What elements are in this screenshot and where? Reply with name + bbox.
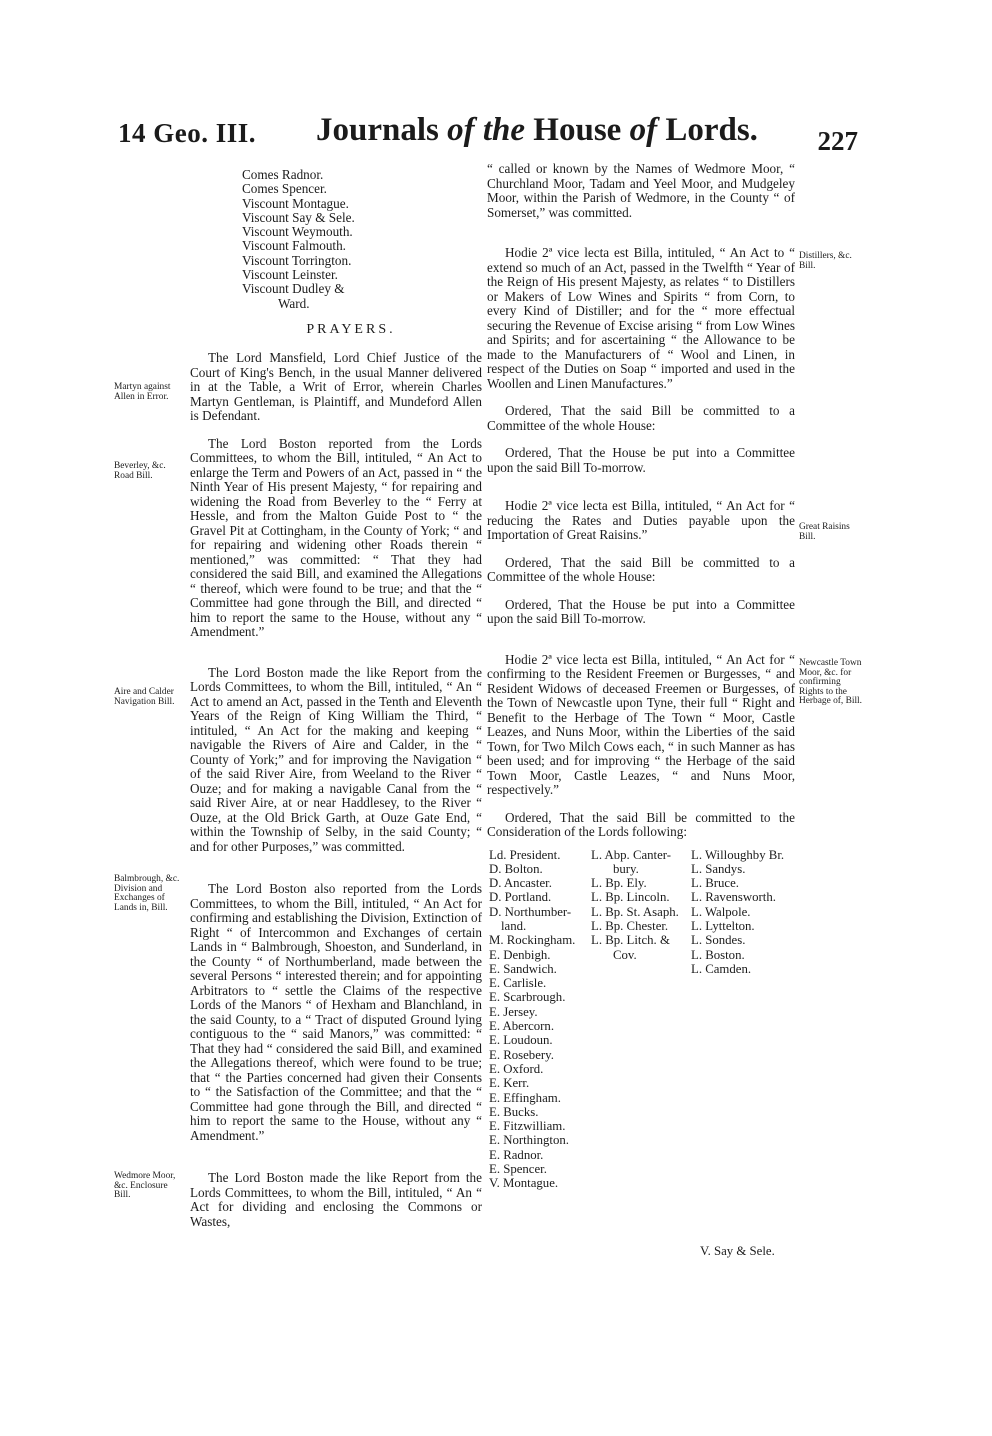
paragraph-wedmore-report: The Lord Boston made the like Report from the Lords Committees, to whom the Bill, intituled, “ An “ Act for dividing and enclosing the Commons or Wastes, xyxy=(190,1170,482,1229)
lord-name: L. Boston. xyxy=(691,947,745,962)
order-commit-raisins: Ordered, That the said Bill be committed to a Committee of the whole House: xyxy=(487,554,795,584)
lord-name: L. Bp. Litch. & xyxy=(591,933,670,948)
paragraph-wedmore-continued: “ called or known by the Names of Wedmore Moor, “ Churchland Moor, Tadam and Yeel Moor, and Mudgeley Moor, within the Parish of Wedmore, in the County “ of Somerset,” was committed. xyxy=(487,161,795,220)
name-line: Viscount Falmouth. xyxy=(242,238,346,254)
lord-name: L. Lyttelton. xyxy=(691,918,755,933)
lord-name: E. Carlisle. xyxy=(489,976,547,991)
name-line: Comes Spencer. xyxy=(242,181,327,197)
title-house: House xyxy=(533,112,622,148)
title-lords: Lords. xyxy=(665,112,758,148)
name-line: Viscount Leinster. xyxy=(242,267,338,283)
margin-note-beverley: Beverley, &c. Road Bill. xyxy=(114,461,166,481)
lord-name: L. Abp. Canter- xyxy=(591,847,672,862)
lord-name: L. Bruce. xyxy=(691,876,739,891)
lord-name: E. Abercorn. xyxy=(489,1019,555,1034)
lords-column-2 xyxy=(591,848,679,962)
title-of-the: of the xyxy=(447,112,526,148)
lord-name: E. Sandwich. xyxy=(489,961,557,976)
journal-title xyxy=(316,112,758,149)
lord-name: L. Camden. xyxy=(691,961,752,976)
page-number: 227 xyxy=(817,126,858,156)
name-line: Viscount Montague. xyxy=(242,195,349,211)
margin-note-aire-calder: Aire and Calder Navigation Bill. xyxy=(114,687,175,707)
lord-name: D. Ancaster. xyxy=(489,876,552,891)
margin-note-newcastle: Newcastle Town Moor, &c. for confirming Rights to the Herbage of, Bill. xyxy=(799,658,863,707)
name-line: Viscount Dudley & xyxy=(242,281,345,297)
lord-name: E. Effingham. xyxy=(489,1090,561,1105)
committee-lords-list xyxy=(487,847,795,1191)
lord-name: E. Spencer. xyxy=(489,1162,547,1177)
lord-name: land. xyxy=(501,918,527,933)
name-line: Comes Radnor. xyxy=(242,167,324,182)
lord-name: L. Bp. Chester. xyxy=(591,918,669,933)
lord-name: Ld. President. xyxy=(489,847,561,862)
lord-name: E. Radnor. xyxy=(489,1147,544,1162)
lord-name: E. Scarbrough. xyxy=(489,990,566,1005)
lords-column-1 xyxy=(489,848,575,1191)
paragraph-newcastle-bill: Hodie 2ª vice lecta est Billa, intituled, “ An Act for “ confirming to the Resident Freemen or Burgesses, “ and Resident Widows of deceased Freemen or Burgesses, of the Town of Newcastle upon Tyne, their full “ Right and Benefit to the Herbage of The Town “ Moor, Castle Leazes, and Nuns Moor, within the Liberties of the said Town, for Two Milch Cows each, “ in such Manner as has been used; and for improving “ the Herbage of the said Town Moor, Castle Leazes, “ and Nuns Moor, respectively.” xyxy=(487,651,795,797)
name-line: Viscount Torrington. xyxy=(242,252,352,268)
order-committee-distillers: Ordered, That the House be put into a Committee upon the said Bill To-morrow. xyxy=(487,445,795,475)
lord-name: E. Northington. xyxy=(489,1133,569,1148)
margin-note-wedmore: Wedmore Moor, &c. Enclosure Bill. xyxy=(114,1171,176,1201)
attendance-names xyxy=(242,168,482,311)
lord-name: E. Loudoun. xyxy=(489,1033,553,1048)
title-of: of xyxy=(629,112,658,148)
lord-name: L. Bp. St. Asaph. xyxy=(591,904,679,919)
left-column xyxy=(190,168,482,1229)
lord-name: E. Bucks. xyxy=(489,1104,539,1119)
paragraph-writ-of-error: The Lord Mansfield, Lord Chief Justice of the Court of King's Bench, in the usual Manner delivered in at the Table, a Writ of Error, wherein Charles Martyn Gentleman, is Plaintiff, and Mundeford Allen is Defendant. xyxy=(190,350,482,424)
order-commit-distillers: Ordered, That the said Bill be committed to a Committee of the whole House: xyxy=(487,403,795,433)
margin-note-great-raisins: Great Raisins Bill. xyxy=(799,522,850,542)
lord-name: D. Portland. xyxy=(489,890,552,905)
lord-name: E. Fitzwilliam. xyxy=(489,1119,566,1134)
lord-name: L. Sandys. xyxy=(691,861,746,876)
lord-name: L. Walpole. xyxy=(691,904,751,919)
margin-note-martyn: Martyn against Allen in Error. xyxy=(114,382,171,402)
page-header xyxy=(118,112,858,156)
lord-name: Cov. xyxy=(613,947,637,962)
lord-name: L. Willoughby Br. xyxy=(691,847,785,862)
regnal-year: 14 Geo. III. xyxy=(118,118,257,148)
name-line: Viscount Say & Sele. xyxy=(242,209,355,225)
lord-name: E. Denbigh. xyxy=(489,947,551,962)
name-line: Ward. xyxy=(278,295,310,311)
lord-name: bury. xyxy=(613,861,639,876)
lord-name: E. Jersey. xyxy=(489,1004,538,1019)
lord-name: V. Montague. xyxy=(489,1176,559,1191)
paragraph-balmbrough-report: The Lord Boston also reported from the Lords Committees, to whom the Bill, intituled, “ An Act for confirming and establishing the Division, Extinction of Right “ of Intercommon and Exchanges of certain Lands in “ Balmbrough, Shoeston, and Sunderland, in the County “ of Northumberland, made between the several Persons “ interested therein; and for appointing Arbitrators to “ settle the Claims of the respective Lords of the Manors “ of Hexham and Blanchland, in the said County, to a “ Tract of disputed Ground lying contiguous to the “ said Manors,” was committed: “ That they had “ considered the said Bill, and examined the Allegations thereof, which were found to be true; that “ the Parties concerned had given their Consents to “ the Satisfaction of the Committee; and that the “ Committee had gone through the Bill, and directed “ him to report the same to the House, without any “ Amendment.” xyxy=(190,881,482,1143)
margin-note-balmbrough: Balmbrough, &c. Division and Exchanges of Lands in, Bill. xyxy=(114,874,180,913)
lord-name: D. Bolton. xyxy=(489,861,543,876)
title-journals: Journals xyxy=(316,112,439,148)
name-line: Viscount Weymouth. xyxy=(242,224,353,240)
order-committee-raisins: Ordered, That the House be put into a Committee upon the said Bill To-morrow. xyxy=(487,596,795,626)
lord-name: M. Rockingham. xyxy=(489,933,576,948)
margin-note-distillers: Distillers, &c. Bill. xyxy=(799,251,852,271)
paragraph-aire-calder-report: The Lord Boston made the like Report from the Lords Committees, to whom the Bill, intituled, “ An “ Act to amend an Act, passed in the Tenth and Eleventh Years of the Reign of King William the Third, “ intituled, “ An Act for the making and keeping “ navigable the Rivers of Aire and Calder, in the “ County of York;” and for improving the Navigation “ of the said River Aire, from Weeland to the River “ Ouze; and for making a navigable Canal from the “ said River Aire, at or near Haddlesey, to the River “ Ouze, at the Old Brick Garth, at Ouze Gate End, “ within the Township of Selby, in the said County; “ and for other Purposes,” was committed. xyxy=(190,664,482,854)
lord-name: E. Kerr. xyxy=(489,1076,530,1091)
lord-name: L. Bp. Lincoln. xyxy=(591,890,670,905)
order-commit-newcastle: Ordered, That the said Bill be committed to the Consideration of the Lords following: xyxy=(487,809,795,839)
lord-name: L. Ravensworth. xyxy=(691,890,776,905)
paragraph-beverley-report: The Lord Boston reported from the Lords Committees, to whom the Bill, intituled, “ An Act to enlarge the Term and Powers of an Act, passed in “ the Ninth Year of His present Majesty, “ for repairing and widening the Road from Beverley to the “ Ferry at Hessle, and from the Malton Guide Post to “ the Gravel Pit at Cottingham, in the County of York; “ and for repairing and widening other Roads therein “ mentioned,” was committed: “ That they had considered the said Bill, and examined the Allegations “ thereof, which were found to be true; and that the “ Committee had gone through the Bill, and directed “ him to report the same to the House, without any “ Amendment.” xyxy=(190,435,482,640)
lords-column-3 xyxy=(691,848,784,977)
lord-name: L. Bp. Ely. xyxy=(591,876,647,891)
prayers-heading: PRAYERS. xyxy=(306,321,396,337)
paragraph-great-raisins-bill: Hodie 2ª vice lecta est Billa, intituled, “ An Act for “ reducing the Rates and Duties payable upon the Importation of Great Raisins.” xyxy=(487,498,795,542)
lord-name: D. Northumber- xyxy=(489,904,572,919)
lord-name: E. Oxford. xyxy=(489,1061,544,1076)
lord-name: E. Rosebery. xyxy=(489,1047,554,1062)
lord-name: L. Sondes. xyxy=(691,933,746,948)
paragraph-distillers-bill: Hodie 2ª vice lecta est Billa, intituled, “ An Act to “ extend so much of an Act, passed in the Twelfth “ Year of the Reign of His present Majesty, as relates “ to Distillers or Makers of Low Wines and Spirits “ from Corn, to every Kind of Distiller; and for the “ more effectual securing the Revenue of Excise arising “ from Low Wines and Spirits; and for ascertaining “ the Allowance to be made to the Manufacturers of “ Wool and Linen, in respect of the Duties on Soap “ imported and used in the Woollen and Linen Manufactures.” xyxy=(487,245,795,391)
catchword: V. Say & Sele. xyxy=(700,1244,775,1258)
right-column xyxy=(487,161,795,1191)
